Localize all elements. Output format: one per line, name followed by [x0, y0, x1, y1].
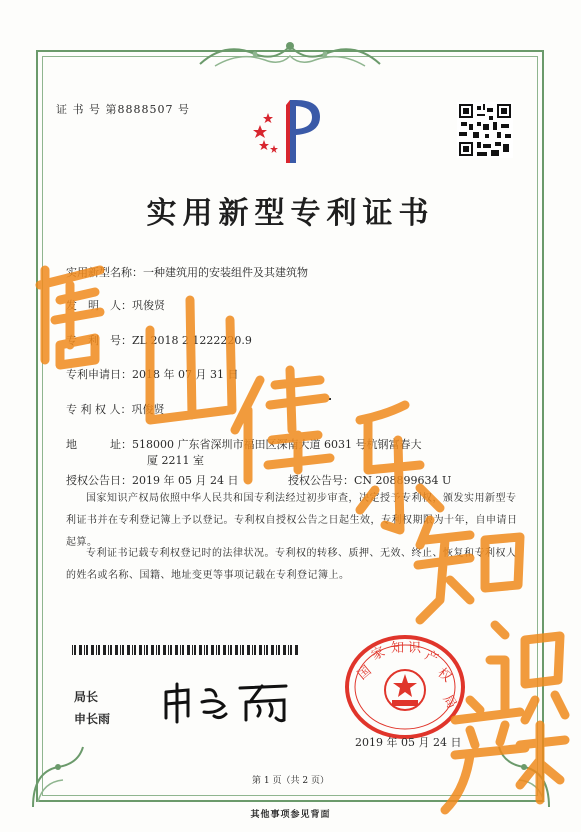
- patentee-value: 巩俊贤: [131, 403, 165, 416]
- utility-name-value: 一种建筑用的安装组件及其建筑物: [143, 266, 308, 279]
- address-line2-row: [147, 452, 204, 468]
- legal-status-paragraph: 专利证书记载专利权登记时的法律状况。专利权的转移、质押、无效、终止、恢复和专利权人的姓名或名称、国籍、地址变更等事项记载在专利登记簿上。: [66, 548, 517, 581]
- page-number: 第 1 页（共 2 页）: [252, 776, 329, 786]
- patentee-label: 专 利 权 人：: [66, 403, 132, 416]
- patentee-row: [66, 401, 165, 417]
- patent-number-row: [66, 332, 252, 348]
- patent-number-label: 专 利 号：: [66, 334, 132, 347]
- grant-paragraph: 国家知识产权局依照中华人民共和国专利法经过初步审查，决定授予专利权，颁发实用新型专利证书并在专利登记簿上予以登记。专利权自授权公告之日起生效，专利权期限为十年，自申请日起算。: [66, 493, 518, 548]
- top-ornament-icon: [195, 36, 385, 70]
- certificate-title: 实用新型专利证书: [146, 196, 435, 231]
- stray-dot: [329, 398, 331, 400]
- certificate-number: 证 书 号 第8888507 号: [56, 103, 190, 116]
- apply-date-row: [66, 366, 238, 382]
- apply-date-value: 2018 年 07 月 31 日: [132, 368, 239, 381]
- svg-text:识: 识: [408, 641, 422, 656]
- apply-date-label: 专利申请日：: [66, 368, 132, 381]
- footer-note: 其他事项参见背面: [250, 810, 331, 820]
- utility-name-row: [66, 264, 308, 280]
- announce-date-value: 2019 年 05 月 24 日: [132, 474, 239, 487]
- svg-text:家: 家: [369, 644, 388, 664]
- address-label: 地 址：: [66, 438, 132, 451]
- inventor-row: [66, 297, 165, 313]
- inventor-label: 发 明 人：: [66, 299, 132, 312]
- svg-text:国: 国: [354, 663, 375, 684]
- director-signature-icon: [158, 680, 298, 724]
- barcode-icon: [72, 645, 302, 655]
- inventor-value: 巩俊贤: [132, 299, 165, 312]
- svg-text:权: 权: [434, 665, 455, 686]
- announce-number-row: [288, 472, 451, 488]
- director-title: 局长: [74, 690, 99, 704]
- announce-date-row: [66, 472, 238, 488]
- announce-number-value: CN 208899634 U: [354, 474, 452, 487]
- svg-text:产: 产: [422, 648, 441, 668]
- utility-name-label: 实用新型名称：: [66, 266, 143, 279]
- patent-office-logo-icon: [250, 95, 330, 165]
- director-name: 申长雨: [74, 712, 111, 726]
- address-row: [66, 436, 421, 452]
- qr-code-icon: [457, 102, 513, 158]
- svg-text:局: 局: [439, 692, 460, 712]
- seal-date: 2019 年 05 月 24 日: [355, 736, 462, 749]
- address-line1: 518000 广东省深圳市福田区深南大道 6031 号杭钢富春大: [132, 438, 422, 451]
- svg-text:知: 知: [391, 641, 405, 656]
- announce-number-label: 授权公告号：: [288, 474, 354, 487]
- patent-number-value: ZL 2018 2 1222220.9: [132, 334, 252, 347]
- announce-date-label: 授权公告日：: [66, 474, 132, 487]
- official-seal-icon: [340, 632, 470, 742]
- address-line2: 厦 2211 室: [147, 454, 204, 467]
